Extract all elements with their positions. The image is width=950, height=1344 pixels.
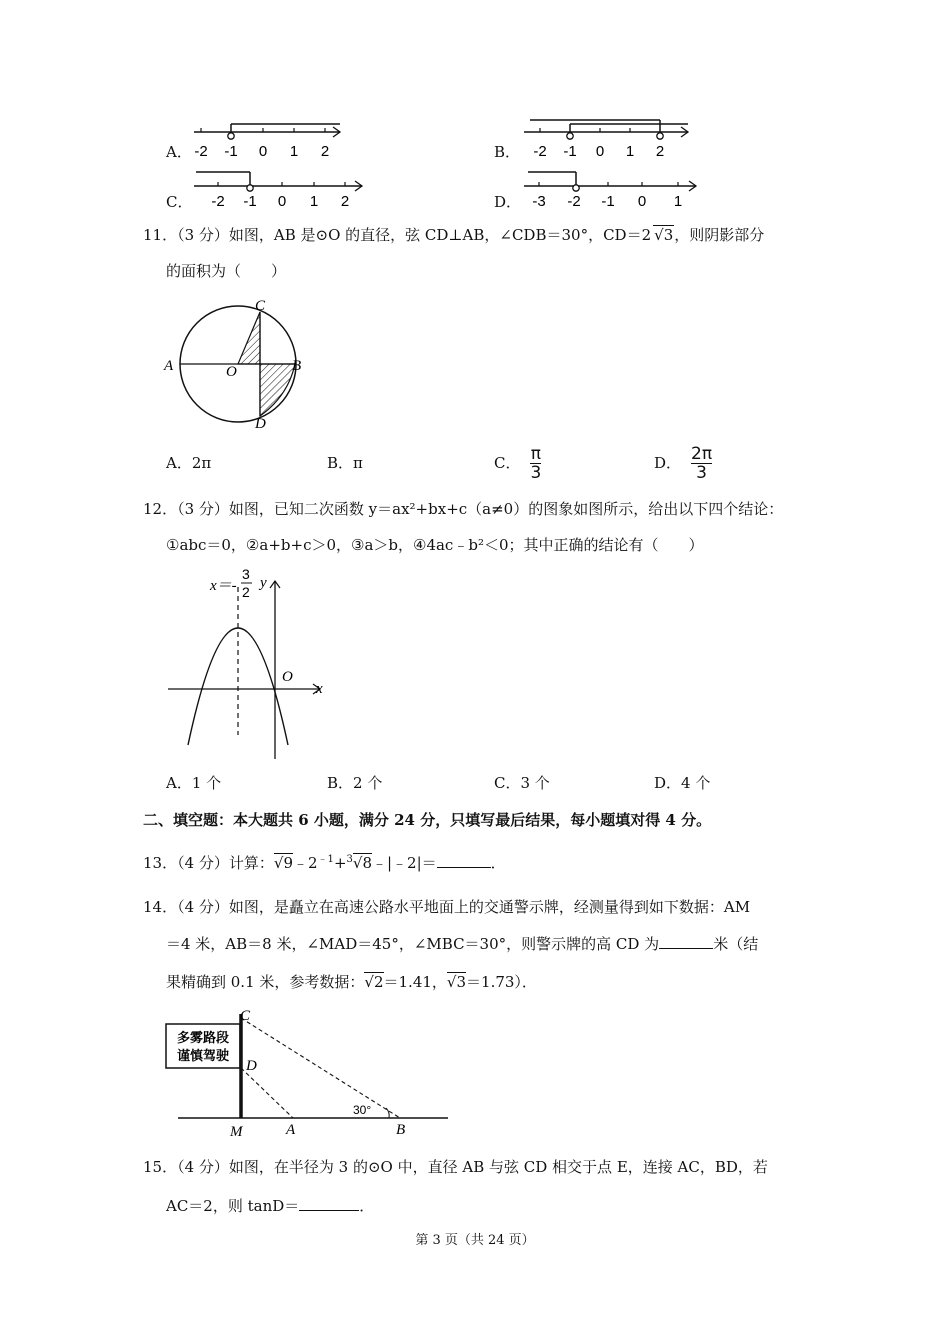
tick-label: 0 xyxy=(595,143,605,160)
q10-option-b-letter: B． xyxy=(494,143,521,161)
q10-option-a-letter: A． xyxy=(166,143,192,161)
q11-option-c: C． $\frac{\pi}{3}$ xyxy=(494,443,542,483)
tick-label: -2 xyxy=(194,143,208,160)
q14-stem-line3: 果精确到 0.1 米，参考数据：√2＝1.41，√3＝1.73）． xyxy=(166,973,537,991)
tick-label: 2 xyxy=(340,193,350,210)
q11-stem-line1: 11．（3 分）如图，AB 是⊙O 的直径，弦 CD⊥AB，∠CDB＝30°，CD＝2 √3，则阴影部分 xyxy=(143,226,765,244)
sign-text-line1: 多雾路段 xyxy=(176,1030,230,1045)
tick-label: -1 xyxy=(563,143,577,160)
q14-stem-line1: 14．（4 分）如图，是矗立在高速公路水平地面上的交通警示牌，经测量得到如下数据：AM xyxy=(143,898,751,916)
tick-label: 1 xyxy=(673,193,683,210)
q11-option-b: B．π xyxy=(327,454,363,472)
q12-option-a: A．1 个 xyxy=(166,774,222,792)
q10-option-d-letter: D． xyxy=(494,193,522,211)
tick-label: 0 xyxy=(277,193,287,210)
origin-label: O xyxy=(282,669,293,685)
point-a-label: A xyxy=(286,1122,296,1138)
point-m-label: M xyxy=(230,1124,243,1140)
q10-option-a-number-line xyxy=(190,118,350,160)
q15-stem-line1: 15．（4 分）如图，在半径为 3 的⊙O 中，直径 AB 与弦 CD 相交于点 E，连接 AC，BD，若 xyxy=(143,1158,768,1176)
point-o-label: O xyxy=(226,364,237,380)
point-b-label: B xyxy=(396,1122,406,1138)
tick-label: -1 xyxy=(243,193,257,210)
q10-option-c-number-line xyxy=(190,166,370,210)
q10-option-d-number-line xyxy=(520,166,705,210)
tick-label: -1 xyxy=(601,193,615,210)
q11-option-d: D． $\frac{2\pi}{3}$ xyxy=(654,443,713,483)
tick-label: -3 xyxy=(532,193,546,210)
point-a-label: A xyxy=(164,358,174,374)
q12-option-d: D．4 个 xyxy=(654,774,711,792)
point-b-label: B xyxy=(292,358,302,374)
q15-answer-blank xyxy=(299,1210,359,1211)
q12-parabola-figure xyxy=(160,563,340,763)
fraction-numerator: 3 xyxy=(242,566,250,582)
q11-stem-line2: 的面积为（ ） xyxy=(166,262,287,280)
q14-answer-blank xyxy=(659,948,713,949)
point-c-label: C xyxy=(255,298,266,314)
page-footer: 第 3 页（共 24 页） xyxy=(415,1233,535,1248)
axis-equation-label: x＝- xyxy=(210,578,237,594)
angle-30-label: 30° xyxy=(353,1103,372,1117)
tick-label: 1 xyxy=(289,143,299,160)
q13-answer-blank xyxy=(437,867,491,868)
tick-label: 0 xyxy=(258,143,268,160)
q14-sign-figure xyxy=(160,1004,460,1144)
q11-option-a: A．2π xyxy=(166,454,212,472)
q11-circle-figure xyxy=(160,296,320,434)
q10-option-c-letter: C． xyxy=(166,193,193,211)
q12-option-c: C．3 个 xyxy=(494,774,550,792)
tick-label: -2 xyxy=(567,193,581,210)
tick-label: -2 xyxy=(533,143,547,160)
tick-label: 2 xyxy=(655,143,665,160)
tick-label: 1 xyxy=(309,193,319,210)
fraction-denominator: 2 xyxy=(242,584,250,600)
sign-text-line2: 谨慎驾驶 xyxy=(176,1048,230,1063)
q15-stem-line2: AC＝2，则 tanD＝ ． xyxy=(166,1197,375,1215)
q14-stem-line2: ＝4 米，AB＝8 米，∠MAD＝45°，∠MBC＝30°，则警示牌的高 CD 为 米（结 xyxy=(166,935,759,953)
q13-stem: 13．（4 分）计算：$√9﹣2^{﹣1}+^3√8﹣|﹣2|=$ ． xyxy=(143,854,506,872)
x-axis-label: x xyxy=(316,681,323,697)
tick-label: -2 xyxy=(211,193,225,210)
tick-label: 2 xyxy=(320,143,330,160)
q12-option-b: B．2 个 xyxy=(327,774,383,792)
tick-label: 1 xyxy=(625,143,635,160)
tick-label: 0 xyxy=(637,193,647,210)
q12-stem-line1: 12．（3 分）如图，已知二次函数 y＝ax²+bx+c（a≠0）的图象如图所示，给出以下四个结论： xyxy=(143,500,784,518)
section-2-heading: 二、填空题：本大题共 6 小题，满分 24 分，只填写最后结果，每小题填对得 4 分。 xyxy=(143,811,712,829)
y-axis-label: y xyxy=(260,575,267,591)
point-c-label: C xyxy=(240,1008,251,1024)
q10-option-b-number-line xyxy=(520,116,700,160)
q12-stem-line2: ①abc＝0，②a+b+c＞0，③a＞b，④4ac﹣b²＜0；其中正确的结论有（ ） xyxy=(166,536,704,554)
point-d-label: D xyxy=(246,1058,257,1074)
point-d-label: D xyxy=(255,416,266,432)
tick-label: -1 xyxy=(224,143,238,160)
